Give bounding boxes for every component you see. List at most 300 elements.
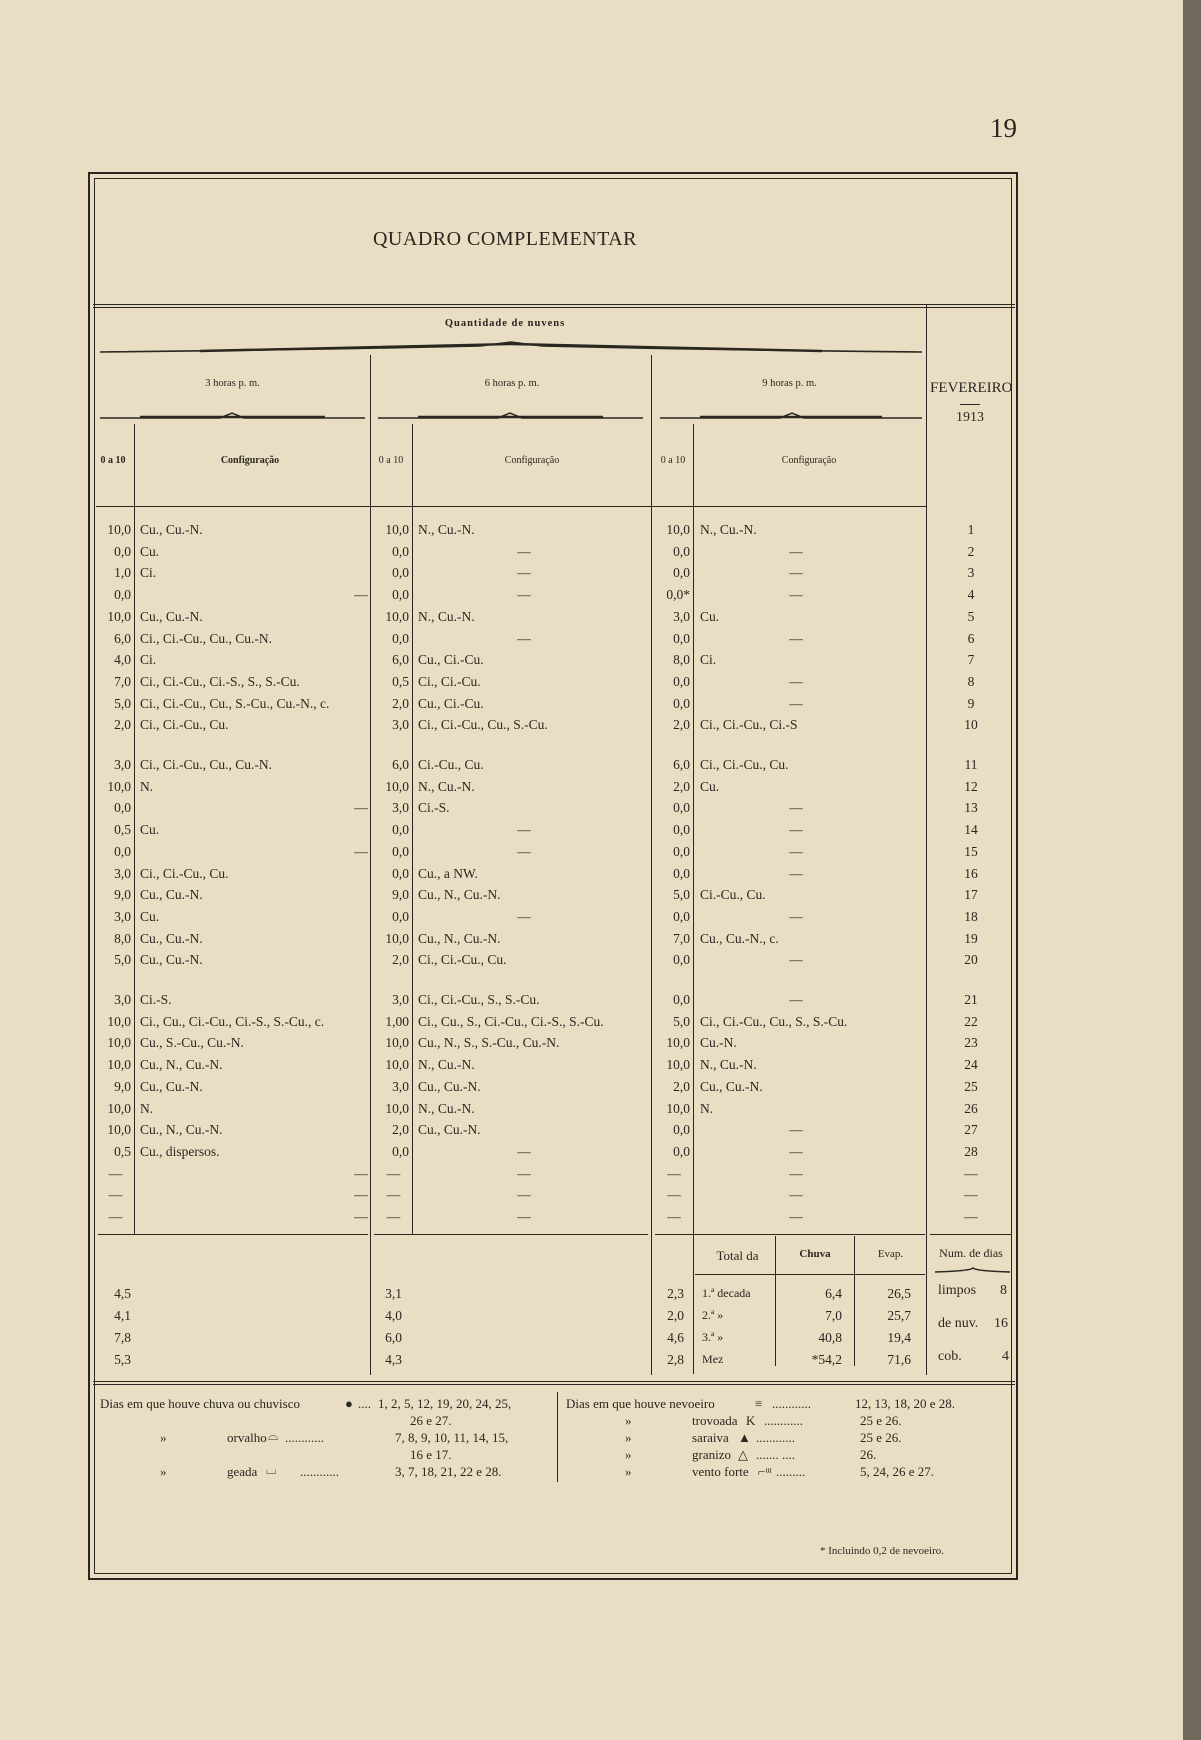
config-cell: — — [789, 992, 803, 1007]
config-cell: N., Cu.-N. — [700, 522, 757, 537]
amount-cell: 0,5 — [114, 822, 131, 838]
footnote-label: trovoada — [692, 1413, 738, 1428]
summary-chuva-cell: 6,4 — [825, 1286, 842, 1301]
amount-cell: 9,0 — [114, 1078, 131, 1094]
days-nuv-label: de nuv. — [938, 1316, 979, 1331]
amount-cell: 0,0 — [392, 865, 409, 881]
amount-cell: 8,0 — [673, 652, 690, 668]
data-end-rule-6pm — [374, 1234, 648, 1235]
amount-cell: 9,0 — [114, 887, 131, 903]
summary-evap-cell: 19,4 — [887, 1330, 911, 1345]
period-brace-3pm — [100, 410, 365, 424]
config-cell: — — [789, 908, 803, 924]
config-cell: — — [789, 543, 803, 559]
config-cell: — — [517, 1165, 531, 1181]
amount-cell: 3,0 — [114, 992, 131, 1007]
amount-cell: — — [386, 1187, 401, 1203]
footnote-label: orvalho — [227, 1430, 267, 1445]
day-cell: — — [964, 1165, 978, 1181]
config-cell: — — [789, 565, 803, 581]
group-header: Quantidade de nuvens — [444, 318, 566, 329]
config-header-6pm: Configuração — [504, 455, 560, 466]
config-cell: Cu. — [700, 778, 720, 794]
day-cell: 16 — [964, 865, 978, 881]
amount-cell: 6,0 — [114, 630, 131, 646]
amount-cell: 10,0 — [666, 522, 690, 537]
config-cell: Ci., Ci.-Cu., Ci.-S — [700, 717, 798, 733]
config-cell: Cu., Cu.-N. — [140, 608, 203, 624]
amount-cell: 5,0 — [673, 887, 690, 903]
amount-cell: 10,0 — [385, 522, 409, 537]
amount-cell: 0,0 — [673, 992, 690, 1007]
config-cell: — — [789, 952, 803, 968]
amount-cell: 10,0 — [666, 1100, 690, 1116]
amount-cell: 10,0 — [666, 1057, 690, 1073]
footnote-values: 12, 13, 18, 20 e 28. — [855, 1396, 956, 1411]
fog-symbol-icon: ≡ — [755, 1396, 763, 1411]
summary-a6-cell: 6,0 — [385, 1330, 402, 1345]
month-year-rule — [960, 404, 980, 405]
amount-cell: 3,0 — [673, 608, 690, 624]
config-cell: Cu., S.-Cu., Cu.-N. — [140, 1035, 244, 1051]
amount-cell: 0,0 — [114, 543, 131, 559]
footnote-values: 1, 2, 5, 12, 19, 20, 24, 25, — [378, 1396, 512, 1411]
day-cell: 1 — [967, 522, 975, 537]
amount-cell: 3,0 — [392, 1078, 409, 1094]
day-cell: 15 — [964, 843, 978, 859]
day-cell: — — [964, 1187, 978, 1203]
page-title: QUADRO COMPLEMENTAR — [372, 228, 638, 250]
days-brace — [935, 1266, 1010, 1276]
config-header-3pm: Configuração — [220, 455, 280, 466]
period-label-3pm: 3 horas p. m. — [205, 378, 260, 389]
config-cell: — — [354, 1165, 368, 1181]
config-cell: Cu., Cu.-N. — [140, 1078, 203, 1094]
config-cell: Cu., N., Cu.-N. — [140, 1057, 223, 1073]
config-cell: Ci., Ci.-Cu., Cu. — [418, 952, 507, 968]
footnote-rule — [93, 1381, 1015, 1382]
footnote-ditto: » — [625, 1447, 632, 1462]
amount-cell: 0,0 — [114, 843, 131, 859]
config-cell: — — [789, 673, 803, 689]
day-cell: 3 — [967, 565, 975, 581]
amount-cell: 10,0 — [107, 1057, 131, 1073]
amount-cell: — — [108, 1165, 123, 1181]
amount-cell: 6,0 — [392, 652, 409, 668]
amount-cell: 10,0 — [107, 778, 131, 794]
config-cell: — — [789, 1165, 803, 1181]
footnote-values-cont: 16 e 17. — [410, 1447, 452, 1462]
amount-cell: 0,0 — [673, 908, 690, 924]
amount-cell: 2,0 — [673, 717, 690, 733]
footnote-ditto: » — [625, 1413, 632, 1428]
footnote-dots: ............ — [285, 1430, 324, 1445]
config-cell: Cu., N., Cu.-N. — [418, 887, 501, 903]
summary-evap-header: Evap. — [877, 1248, 904, 1260]
rain-symbol-icon: ● — [345, 1396, 353, 1411]
config-cell: Ci., Ci.-Cu., Cu. — [140, 717, 229, 733]
amount-cell: 0,0 — [673, 865, 690, 881]
col-divider-6pm-config — [412, 424, 413, 1234]
amount-cell: 10,0 — [385, 1057, 409, 1073]
amount-cell: 3,0 — [392, 992, 409, 1007]
summary-header-rule — [695, 1274, 925, 1275]
config-cell: Cu., N., S., S.-Cu., Cu.-N. — [418, 1035, 560, 1051]
day-cell: 14 — [964, 822, 978, 838]
config-cell: Ci.-Cu., Cu. — [418, 757, 484, 772]
amount-cell: — — [386, 1165, 401, 1181]
amount-cell: 10,0 — [666, 1035, 690, 1051]
config-cell: Ci., Cu., S., Ci.-Cu., Ci.-S., S.-Cu. — [418, 1013, 604, 1029]
config-cell: — — [517, 1143, 531, 1159]
amount-cell: 2,0 — [392, 695, 409, 711]
footnote-ditto: » — [160, 1430, 167, 1445]
config-cell: Ci. — [140, 565, 157, 581]
config-cell: — — [517, 1187, 531, 1203]
amount-cell: 0,0 — [673, 630, 690, 646]
amount-cell: 7,0 — [114, 673, 131, 689]
amount-cell: 2,0 — [392, 952, 409, 968]
thunder-symbol-icon: K — [746, 1413, 756, 1428]
amount-cell: 10,0 — [107, 1122, 131, 1138]
config-cell: — — [517, 543, 531, 559]
summary-label-cell: 1.ª decada — [702, 1286, 751, 1300]
config-cell: — — [517, 843, 531, 859]
amount-cell: 6,0 — [392, 757, 409, 772]
config-cell: N., Cu.-N. — [418, 1100, 475, 1116]
summary-a6-cell: 4,3 — [385, 1352, 402, 1367]
config-cell: — — [354, 1209, 368, 1224]
amount-cell: 3,0 — [114, 865, 131, 881]
config-cell: — — [789, 587, 803, 603]
day-cell: 5 — [967, 608, 975, 624]
config-cell: — — [354, 800, 368, 816]
footnote-label: vento forte — [692, 1464, 749, 1479]
amount-cell: — — [108, 1209, 123, 1224]
footnote-dots: .... — [358, 1396, 371, 1411]
amount-cell: 0,0* — [666, 587, 690, 603]
config-cell: Cu., Ci.-Cu. — [418, 652, 484, 668]
page-edge — [1183, 0, 1201, 1740]
config-cell: Cu., N., Cu.-N. — [140, 1122, 223, 1138]
footnote-dots: ............ — [772, 1396, 811, 1411]
config-cell: Cu., Cu.-N. — [140, 522, 203, 537]
footnote-values: 7, 8, 9, 10, 11, 14, 15, — [395, 1430, 509, 1445]
config-cell: Cu. — [140, 822, 160, 838]
config-cell: Ci. — [700, 652, 717, 668]
config-cell: Cu. — [700, 608, 720, 624]
config-cell: — — [789, 800, 803, 816]
amount-cell: 10,0 — [107, 1035, 131, 1051]
config-cell: — — [789, 1143, 803, 1159]
amount-cell: 0,5 — [114, 1143, 131, 1159]
amount-cell: 5,0 — [673, 1013, 690, 1029]
days-cob-value: 4 — [1002, 1349, 1009, 1364]
amount-cell: 3,0 — [114, 757, 131, 772]
summary-evap-cell: 71,6 — [887, 1352, 911, 1367]
amount-cell: 0,0 — [392, 565, 409, 581]
amount-cell: 10,0 — [385, 1100, 409, 1116]
amount-cell: 0,0 — [392, 543, 409, 559]
footnote-dots: ....... .... — [756, 1447, 795, 1462]
summary-a9-cell: 2,3 — [667, 1286, 684, 1301]
day-cell: 9 — [967, 695, 975, 711]
data-end-rule-days — [930, 1234, 1012, 1235]
summary-label-cell: 2.ª » — [702, 1308, 724, 1322]
day-cell: 27 — [964, 1122, 978, 1138]
day-cell: 8 — [967, 673, 975, 689]
page-number: 19 — [990, 113, 1017, 143]
config-header-9pm: Configuração — [781, 455, 837, 466]
day-cell: — — [964, 1209, 978, 1224]
config-cell: Cu., a NW. — [418, 865, 478, 881]
amount-header-6pm: 0 a 10 — [378, 455, 404, 466]
footnote-dots: ............ — [764, 1413, 803, 1428]
footnote-label: geada — [227, 1464, 258, 1479]
amount-cell: 10,0 — [385, 1035, 409, 1051]
amount-cell: — — [386, 1209, 401, 1224]
footnote-ditto: » — [160, 1464, 167, 1479]
config-cell: — — [517, 565, 531, 581]
config-cell: — — [789, 843, 803, 859]
config-cell: Ci.-S. — [140, 992, 172, 1007]
amount-cell: 0,0 — [673, 1122, 690, 1138]
amount-cell: 0,0 — [114, 587, 131, 603]
summary-total-header: Total da — [716, 1248, 759, 1263]
amount-cell: 2,0 — [114, 717, 131, 733]
amount-cell: 9,0 — [392, 887, 409, 903]
day-cell: 2 — [967, 543, 975, 559]
footnote-values: 3, 7, 18, 21, 22 e 28. — [395, 1464, 502, 1479]
amount-cell: 0,0 — [392, 630, 409, 646]
config-cell: N., Cu.-N. — [418, 778, 475, 794]
config-cell: — — [354, 1187, 368, 1203]
summary-a9-cell: 2,0 — [667, 1308, 684, 1323]
day-cell: 25 — [964, 1078, 978, 1094]
summary-a3-cell: 5,3 — [114, 1352, 131, 1367]
config-cell: — — [354, 587, 368, 603]
day-cell: 13 — [964, 800, 978, 816]
config-cell: Cu., Cu.-N. — [140, 952, 203, 968]
month-label: FEVEREIRO — [930, 380, 1013, 396]
footnote-label: granizo — [692, 1447, 731, 1462]
summary-chuva-cell: 40,8 — [818, 1330, 842, 1345]
amount-cell: 1,0 — [114, 565, 131, 581]
amount-cell: 0,0 — [673, 952, 690, 968]
config-cell: — — [789, 695, 803, 711]
amount-cell: 0,0 — [392, 843, 409, 859]
year-label: 1913 — [956, 410, 984, 425]
amount-cell: 0,0 — [673, 822, 690, 838]
footnote-lead: Dias em que houve nevoeiro — [566, 1396, 715, 1411]
summary-a9-cell: 4,6 — [667, 1330, 684, 1345]
col-divider-9pm-config — [693, 424, 694, 1374]
config-cell: Cu.-N. — [700, 1035, 737, 1051]
config-cell: N. — [700, 1100, 714, 1116]
config-cell: N., Cu.-N. — [418, 608, 475, 624]
config-cell: Cu., N., Cu.-N. — [418, 930, 501, 946]
amount-cell: 2,0 — [392, 1122, 409, 1138]
frost-symbol-icon: ⌴ — [266, 1462, 277, 1477]
config-cell: — — [517, 822, 531, 838]
amount-cell: 0,0 — [673, 800, 690, 816]
summary-a3-cell: 4,5 — [114, 1286, 131, 1301]
config-cell: Ci., Ci.-Cu., S., S.-Cu. — [418, 992, 540, 1007]
graupel-symbol-icon: △ — [738, 1447, 748, 1462]
amount-cell: 10,0 — [385, 930, 409, 946]
day-cell: 20 — [964, 952, 978, 968]
config-cell: — — [789, 1209, 803, 1224]
footnote-label: saraiva — [692, 1430, 729, 1445]
config-cell: Cu., Cu.-N. — [418, 1122, 481, 1138]
day-cell: 17 — [964, 887, 978, 903]
amount-cell: 10,0 — [385, 778, 409, 794]
config-cell: Ci., Ci.-Cu., Cu., Cu.-N. — [140, 757, 273, 772]
footnote-values: 26. — [860, 1447, 877, 1462]
amount-cell: 0,0 — [392, 822, 409, 838]
config-cell: — — [789, 865, 803, 881]
config-cell: Cu. — [140, 908, 160, 924]
amount-cell: 5,0 — [114, 952, 131, 968]
footnote-values-cont: 26 e 27. — [410, 1413, 452, 1428]
footnote-dots: ............ — [300, 1464, 339, 1479]
config-cell: — — [517, 1209, 531, 1224]
day-cell: 4 — [967, 587, 975, 603]
days-nuv-value: 16 — [994, 1316, 1008, 1331]
day-cell: 11 — [964, 757, 978, 772]
footnote-values: 25 e 26. — [860, 1413, 902, 1428]
amount-cell: 10,0 — [107, 522, 131, 537]
summary-chuva-header: Chuva — [799, 1248, 831, 1260]
data-end-rule-3pm — [98, 1234, 368, 1235]
title-rule-2 — [93, 307, 1015, 308]
summary-chuva-cell: *54,2 — [811, 1352, 842, 1367]
config-cell: — — [517, 587, 531, 603]
config-cell: Ci., Ci.-Cu., Cu. — [700, 757, 789, 772]
amount-cell: — — [667, 1209, 681, 1224]
config-cell: Cu., Cu.-N. — [140, 887, 203, 903]
footnote-lead: Dias em que houve chuva ou chuvisco — [100, 1396, 301, 1411]
footnote-dots: ......... — [776, 1464, 806, 1479]
footnote-divider — [557, 1392, 558, 1482]
header-rule — [96, 506, 926, 507]
amount-cell: 3,0 — [392, 800, 409, 816]
config-cell: Cu., dispersos. — [140, 1143, 220, 1159]
amount-cell: 0,5 — [392, 673, 409, 689]
amount-cell: — — [667, 1187, 681, 1203]
day-cell: 12 — [964, 778, 978, 794]
amount-cell: 0,0 — [673, 565, 690, 581]
footnote-ditto: » — [625, 1430, 632, 1445]
amount-cell: — — [108, 1187, 123, 1203]
config-cell: — — [789, 630, 803, 646]
amount-cell: 5,0 — [114, 695, 131, 711]
amount-cell: 2,0 — [673, 1078, 690, 1094]
config-cell: — — [789, 822, 803, 838]
config-cell: Ci., Ci.-Cu., Ci.-S., S., S.-Cu. — [140, 673, 300, 689]
config-cell: N., Cu.-N. — [418, 1057, 475, 1073]
config-cell: Cu., Cu.-N. — [700, 1078, 763, 1094]
config-cell: Ci.-S. — [418, 800, 450, 816]
config-cell: N., Cu.-N. — [700, 1057, 757, 1073]
amount-cell: 0,0 — [673, 1143, 690, 1159]
summary-chuva-cell: 7,0 — [825, 1308, 842, 1323]
amount-cell: 1,00 — [385, 1013, 409, 1029]
summary-a6-cell: 4,0 — [385, 1308, 402, 1323]
hail-symbol-icon: ▲ — [738, 1430, 751, 1445]
period-label-6pm: 6 horas p. m. — [484, 378, 540, 389]
amount-cell: 3,0 — [392, 717, 409, 733]
amount-cell: 0,0 — [673, 543, 690, 559]
day-cell: 26 — [964, 1100, 978, 1116]
amount-cell: 0,0 — [673, 843, 690, 859]
summary-evap-cell: 25,7 — [887, 1308, 911, 1323]
amount-cell: 0,0 — [114, 800, 131, 816]
days-cob-label: cob. — [938, 1349, 962, 1364]
amount-cell: 10,0 — [107, 1013, 131, 1029]
days-limpos-value: 8 — [1000, 1283, 1007, 1298]
amount-cell: 6,0 — [673, 757, 690, 772]
config-cell: Cu., Cu.-N., c. — [700, 930, 779, 946]
amount-cell: 10,0 — [107, 1100, 131, 1116]
amount-cell: — — [667, 1165, 681, 1181]
config-cell: — — [517, 630, 531, 646]
footnote-rule-2 — [93, 1384, 1015, 1385]
day-cell: 23 — [964, 1035, 978, 1051]
summary-a3-cell: 4,1 — [114, 1308, 131, 1323]
summary-a9-cell: 2,8 — [667, 1352, 684, 1367]
amount-cell: 3,0 — [114, 908, 131, 924]
config-cell: Cu., Ci.-Cu. — [418, 695, 484, 711]
footnote-dots: ............ — [756, 1430, 795, 1445]
config-cell: Ci., Ci.-Cu., Cu., S., S.-Cu. — [700, 1013, 848, 1029]
footnote-ditto: » — [625, 1464, 632, 1479]
amount-cell: 0,0 — [392, 908, 409, 924]
config-cell: Ci., Ci.-Cu., Cu., Cu.-N. — [140, 630, 273, 646]
config-cell: N. — [140, 1100, 154, 1116]
day-cell: 18 — [964, 908, 978, 924]
config-cell: — — [517, 908, 531, 924]
group-brace — [100, 338, 922, 358]
wind-symbol-icon: ⌐ᵚ — [758, 1464, 772, 1479]
config-cell: Ci.-Cu., Cu. — [700, 887, 766, 903]
period-brace-9pm — [660, 410, 922, 424]
title-rule — [93, 304, 1015, 305]
footnote-values: 5, 24, 26 e 27. — [860, 1464, 935, 1479]
col-divider-month — [926, 304, 927, 1375]
period-label-9pm: 9 horas p. m. — [762, 378, 817, 389]
amount-cell: 0,0 — [392, 587, 409, 603]
day-cell: 21 — [964, 992, 978, 1007]
day-cell: 22 — [964, 1013, 978, 1029]
config-cell: Ci., Cu., Ci.-Cu., Ci.-S., S.-Cu., c. — [140, 1013, 325, 1029]
amount-cell: 4,0 — [114, 652, 131, 668]
days-limpos-label: limpos — [938, 1283, 977, 1298]
day-cell: 10 — [964, 717, 978, 733]
day-cell: 7 — [967, 652, 975, 668]
config-cell: — — [354, 843, 368, 859]
day-cell: 24 — [964, 1057, 978, 1073]
footnote-asterisk: * Incluindo 0,2 de nevoeiro. — [820, 1545, 945, 1557]
config-cell: Ci., Ci.-Cu., Cu., S.-Cu., Cu.-N., c. — [140, 695, 330, 711]
amount-cell: 0,0 — [392, 1143, 409, 1159]
amount-header-9pm: 0 a 10 — [660, 455, 686, 466]
config-cell: — — [789, 1187, 803, 1203]
footnote-values: 25 e 26. — [860, 1430, 902, 1445]
config-cell: Ci., Ci.-Cu., Cu. — [140, 865, 229, 881]
config-cell: N. — [140, 778, 154, 794]
amount-cell: 0,0 — [673, 673, 690, 689]
